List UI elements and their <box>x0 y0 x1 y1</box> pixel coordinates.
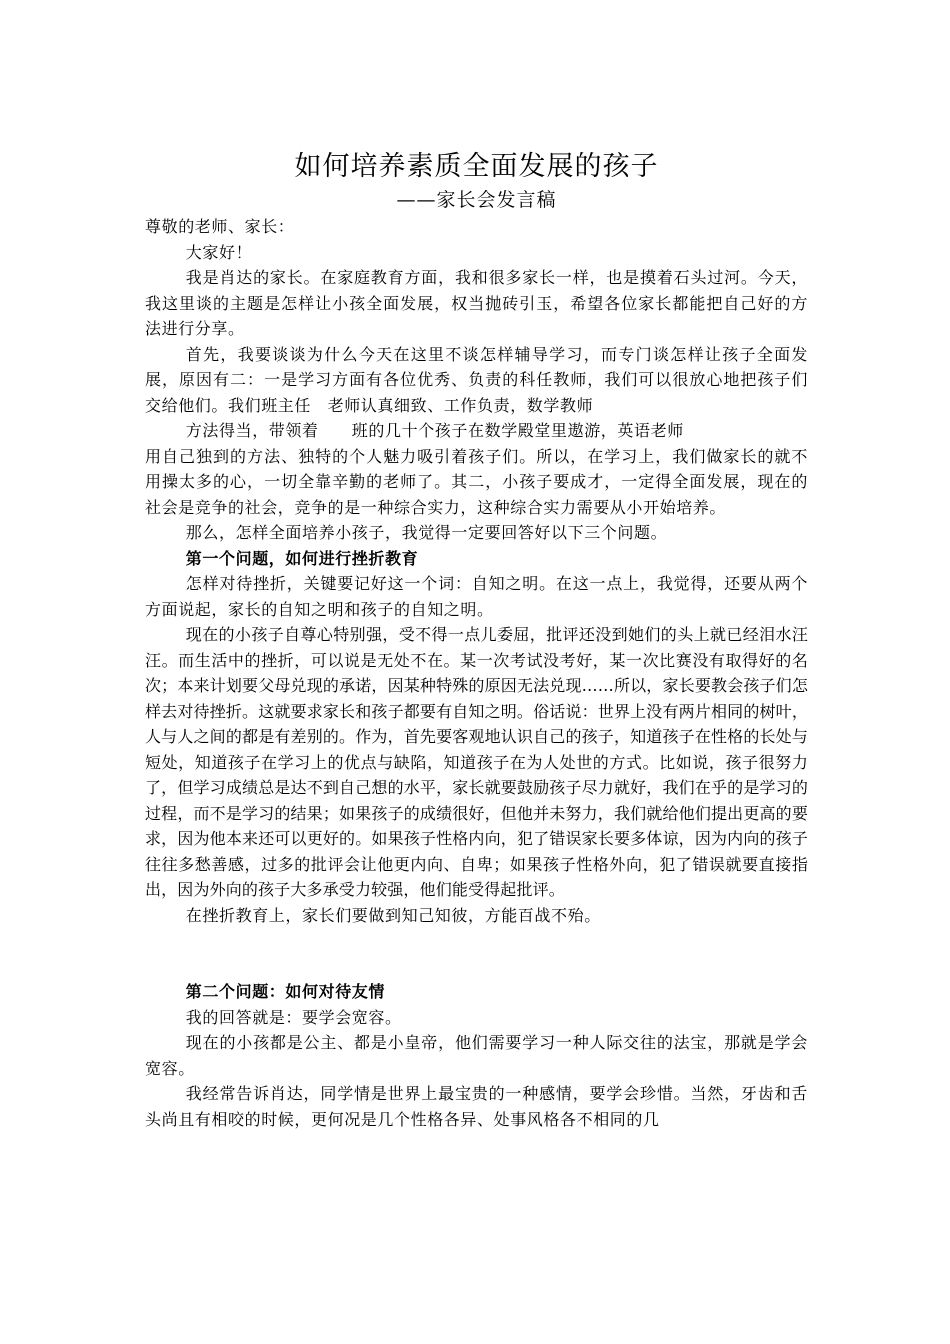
paragraph-three-questions: 那么，怎样全面培养小孩子，我觉得一定要回答好以下三个问题。 <box>185 523 668 542</box>
section-spacer <box>145 928 808 979</box>
document-title: 如何培养素质全面发展的孩子 <box>294 151 659 182</box>
document-page <box>145 150 808 1132</box>
paragraph-frustration-detail: 现在的小孩子自尊心特别强，受不得一点儿委屈，批评还没到她们的头上就已经泪水汪汪。而生活中的挫折，可以说是无处不在。某一次考试没考好，某一次比赛没有取得好的名次；本来计划要父母兑现的承诺，因某种特殊的原因无法兑现……所以，家长要教会孩子们怎样去对待挫折。这就要求家长和孩子都要有自知之明。俗话说：世界上没有两片相同的树叶，人与人之间的都是有差别的。作为，首先要客观地认识自己的孩子，知道孩子在性格的长处与短处，知道孩子在学习上的优点与缺陷，知道孩子在为人处世的方式。比如说，孩子很努力了，但学习成绩总是达不到自己想的水平，家长就要鼓励孩子尽力就好，我们在乎的是学习的过程，而不是学习的结果；如果孩子的成绩很好，但他并未努力，我们就给他们提出更高的要求，因为他本来还可以更好的。如果孩子性格内向，犯了错误家长要多体谅，因为内向的孩子往往多愁善感，过多的批评会让他更内向、自卑；如果孩子性格外向，犯了错误就要直接指出，因为外向的孩子大多承受力较强，他们能受得起批评。 <box>145 625 808 899</box>
paragraph-frustration-summary: 在挫折教育上，家长们要做到知己知彼，方能百战不殆。 <box>185 905 601 925</box>
paragraph-tolerance-answer: 我的回答就是：要学会宽容。 <box>185 1007 402 1027</box>
paragraph-teachers-continued: 用自己独到的方法、独特的个人魅力吸引着孩子们。所以，在学习上，我们做家长的就不用操太多的心，一切全靠辛勤的老师了。其二，小孩子要成才，一定得全面发展，现在的社会是竞争的社会，竞争的是一种综合实力，这种综合实力需要从小开始培养。 <box>145 446 808 517</box>
paragraph-self-knowledge: 怎样对待挫折，关键要记好这一个词：自知之明。在这一点上，我觉得，还要从两个方面说起，家长的自知之明和孩子的自知之明。 <box>145 574 808 619</box>
paragraph-tolerance: 现在的小孩都是公主、都是小皇帝，他们需要学习一种人际交往的法宝，那就是学会宽容。 <box>145 1033 808 1078</box>
document-subtitle: ——家长会发言稿 <box>396 189 557 211</box>
section-heading-frustration: 第一个问题，如何进行挫折教育 <box>185 548 419 568</box>
paragraph-intro: 我是肖达的家长。在家庭教育方面，我和很多家长一样，也是摸着石头过河。今天，我这里谈的主题是怎样让小孩全面发展，权当抛砖引玉，希望各位家长都能把自己好的方法进行分享。 <box>145 268 808 338</box>
paragraph-classmates: 我经常告诉肖达，同学情是世界上最宝贵的一种感情，要学会珍惜。当然，牙齿和舌头尚且有相咬的时候，更何况是几个性格各异、处事风格各不相同的几 <box>145 1084 808 1129</box>
paragraph-reasons: 首先，我要谈谈为什么今天在这里不谈怎样辅导学习，而专门谈怎样让孩子全面发展，原因有二：一是学习方面有各位优秀、负责的科任教师，我们可以很放心地把孩子们交给他们。我们班主任 老师认真细致、工作负责，数学教师 <box>145 344 808 415</box>
section-heading-friendship: 第二个问题：如何对待友情 <box>185 982 385 1001</box>
greeting: 大家好！ <box>185 242 253 262</box>
paragraph-teachers-line: 方法得当，带领着 班的几十个孩子在数学殿堂里遨游，英语老师 <box>185 421 684 440</box>
salutation: 尊敬的老师、家长： <box>145 217 295 236</box>
